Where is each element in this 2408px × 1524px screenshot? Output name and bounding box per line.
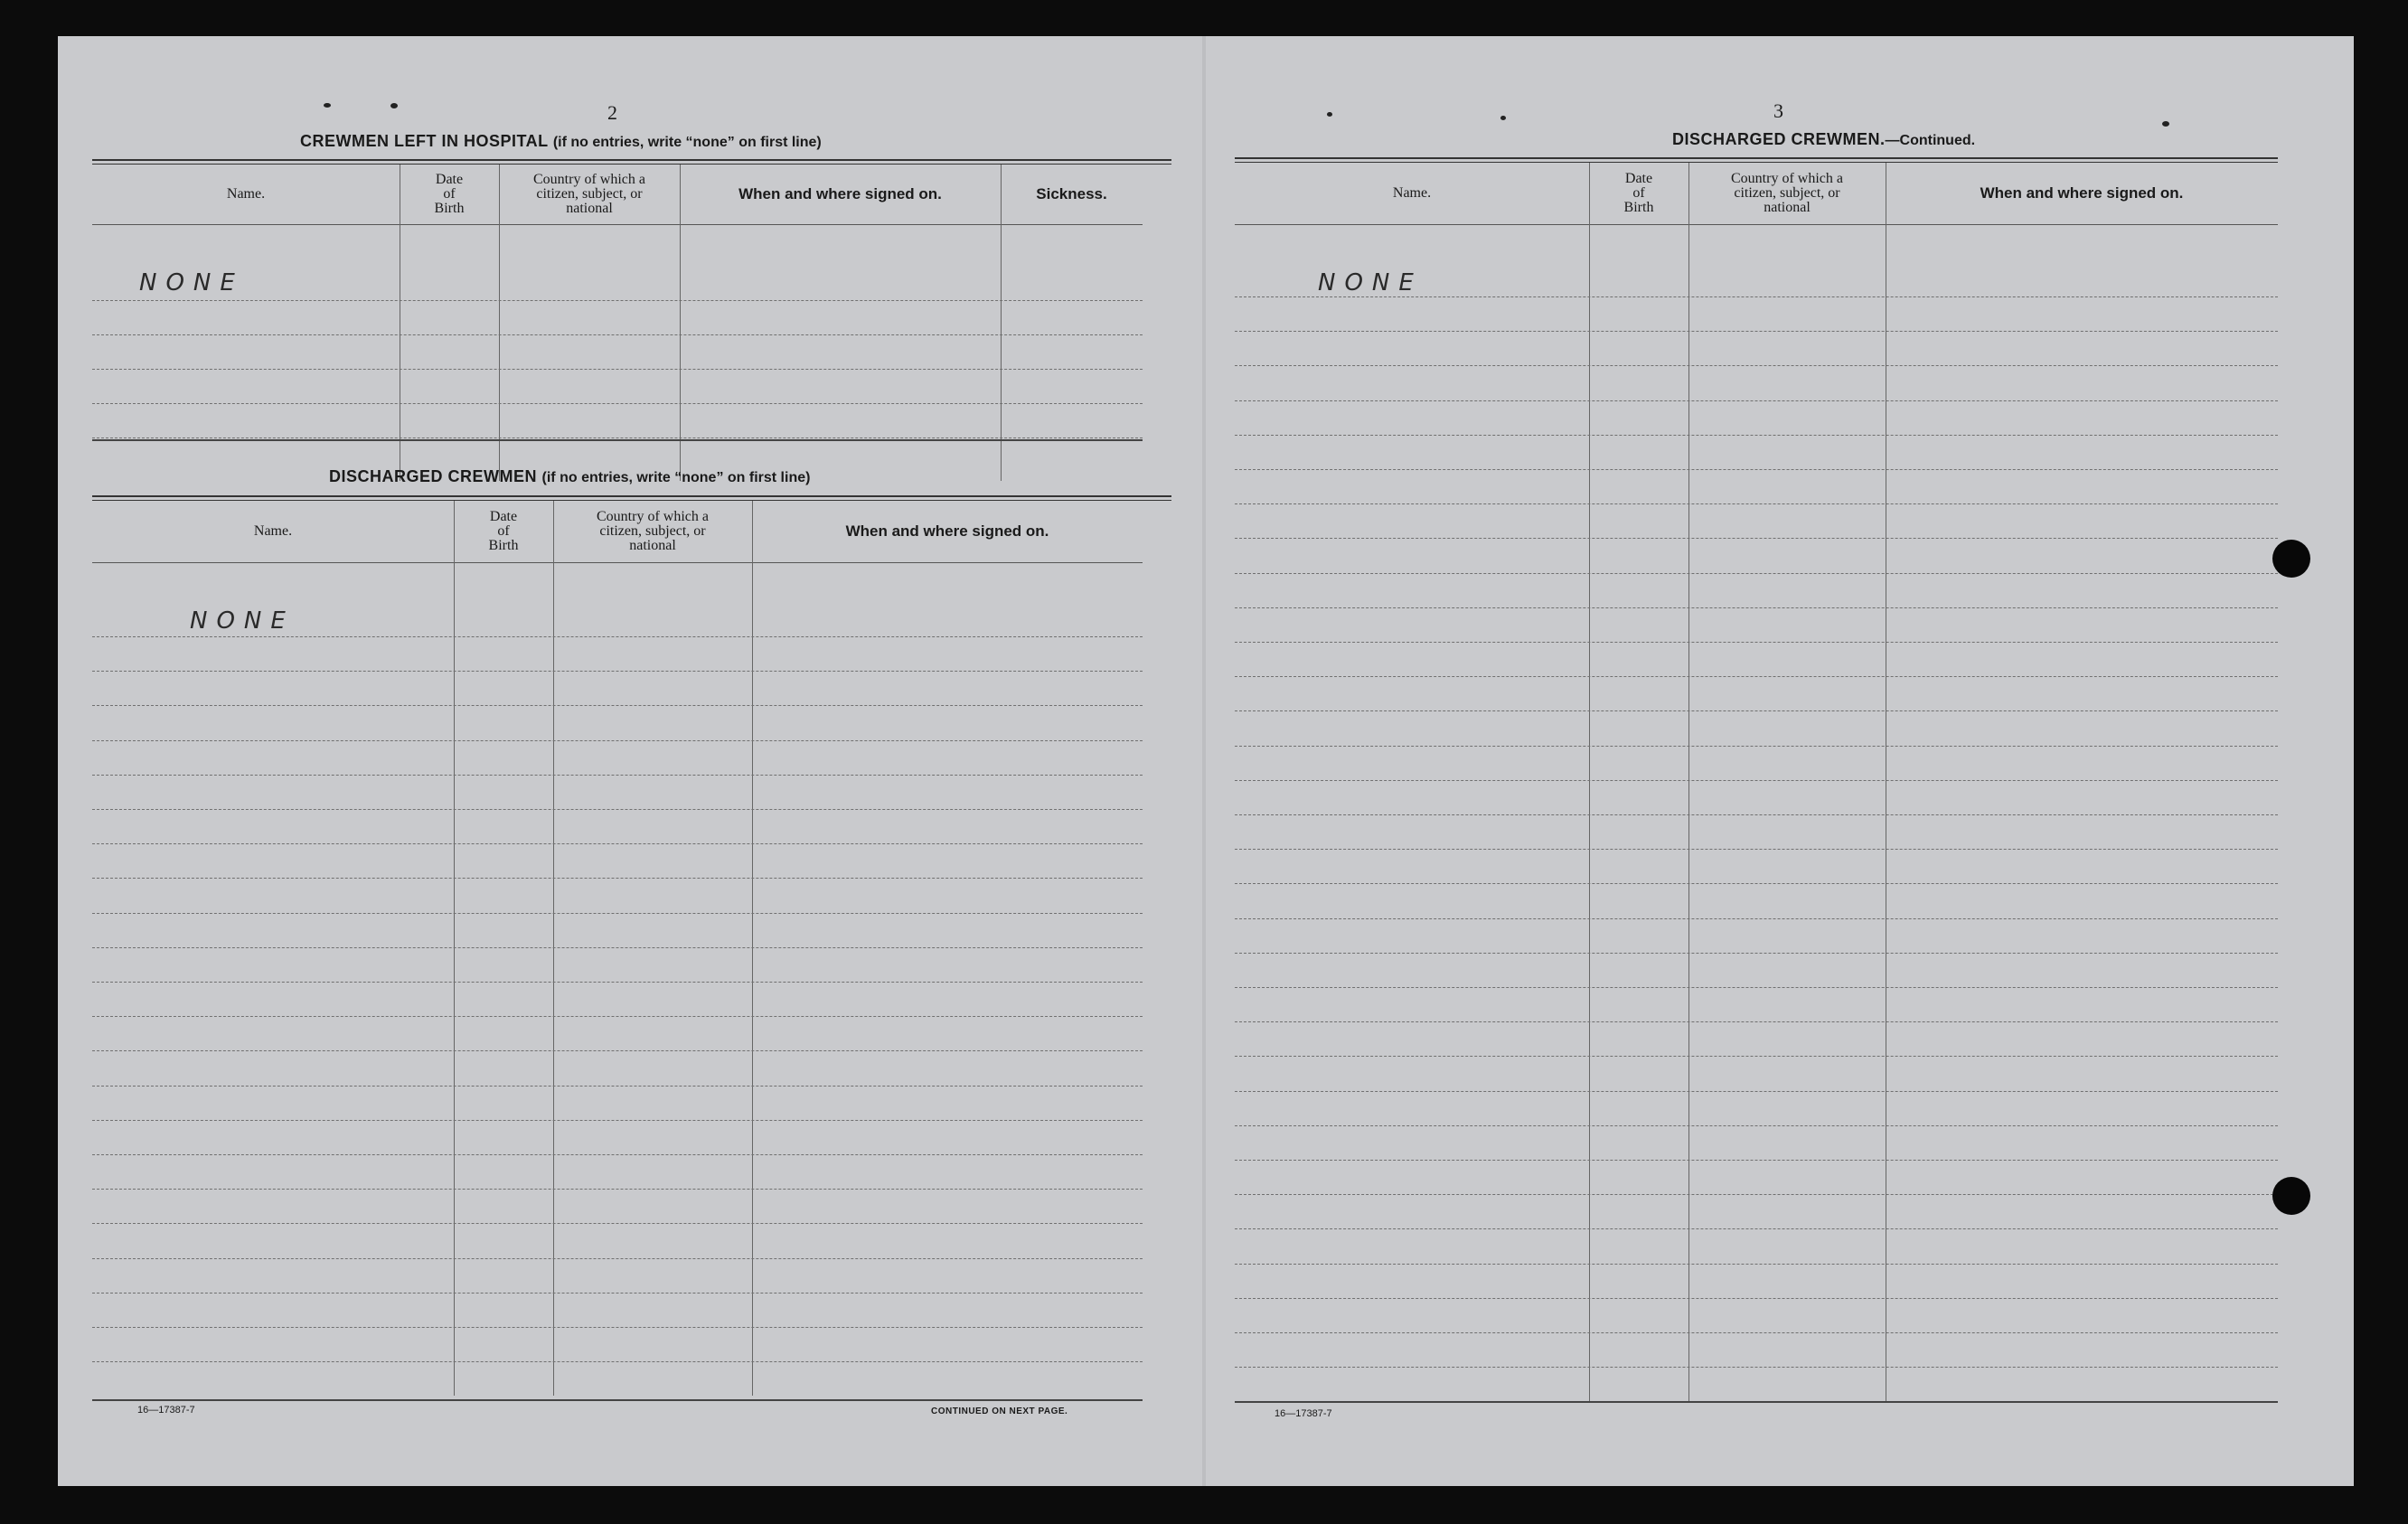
table-row <box>92 300 1143 301</box>
table-row <box>92 1189 1143 1190</box>
form-number: 16—17387-7 <box>137 1405 195 1416</box>
table-row <box>1235 1056 2278 1057</box>
form-number: 16—17387-7 <box>1275 1408 1332 1419</box>
table-row <box>1235 814 2278 815</box>
table-row <box>1235 883 2278 884</box>
table-row <box>92 1050 1143 1051</box>
table-row <box>92 1293 1143 1294</box>
handwritten-entry: NONE <box>1318 269 1423 296</box>
table-row <box>1235 1332 2278 1333</box>
discharged-table <box>92 501 1143 1396</box>
table-row <box>1235 918 2278 919</box>
table-row <box>92 947 1143 948</box>
table-row <box>1235 642 2278 643</box>
right-bottom-rule <box>1235 1401 2278 1403</box>
column-divider <box>454 501 455 1396</box>
col-header-dob: Date of Birth <box>488 509 519 553</box>
col-header-name: Name. <box>1392 185 1432 201</box>
col-header-name: Name. <box>226 186 266 202</box>
hospital-title-text: CREWMEN LEFT IN HOSPITAL <box>300 132 549 150</box>
hospital-table <box>92 165 1143 481</box>
table-row <box>92 1016 1143 1017</box>
table-row <box>1235 573 2278 574</box>
column-divider <box>752 501 753 1396</box>
page-number: 3 <box>1773 99 1783 122</box>
discharged-continued-title-text: DISCHARGED CREWMEN. <box>1672 130 1886 148</box>
discharged-continued-suffix: —Continued. <box>1885 133 1976 148</box>
table-row <box>1235 953 2278 954</box>
ink-speck <box>1327 112 1332 117</box>
right-page <box>1206 36 2354 1486</box>
table-row <box>1235 365 2278 366</box>
table-row <box>1235 1298 2278 1299</box>
hospital-title-note: (if no entries, write “none” on first line) <box>552 135 822 150</box>
table-row <box>92 878 1143 879</box>
table-row <box>92 705 1143 706</box>
table-row <box>1235 607 2278 608</box>
punch-hole <box>2272 1177 2310 1215</box>
table-row <box>1235 400 2278 401</box>
table-row <box>1235 710 2278 711</box>
table-row <box>1235 1228 2278 1229</box>
handwritten-entry: NONE <box>190 607 295 635</box>
col-header-signed-on: When and where signed on. <box>738 185 942 202</box>
table-row <box>92 843 1143 844</box>
table-row <box>1235 987 2278 988</box>
col-header-name: Name. <box>253 523 293 539</box>
ink-speck <box>1500 116 1506 120</box>
page-number: 2 <box>607 101 617 124</box>
table-row <box>92 369 1143 370</box>
col-header-country: Country of which a citizen, subject, or national <box>1731 171 1843 215</box>
handwritten-entry: NONE <box>139 269 244 296</box>
table-row <box>92 1120 1143 1121</box>
discharged-section-title <box>329 467 810 486</box>
table-row <box>92 1258 1143 1259</box>
hospital-section-title <box>300 132 822 151</box>
table-row <box>1235 1091 2278 1092</box>
table-row <box>1235 780 2278 781</box>
table-row <box>1235 1021 2278 1022</box>
left-page <box>58 36 1206 1486</box>
table-row <box>92 982 1143 983</box>
column-divider <box>1589 163 1590 1403</box>
table-row <box>92 1361 1143 1362</box>
header-divider <box>92 562 1143 563</box>
col-header-dob: Date of Birth <box>1623 171 1654 215</box>
table-row <box>1235 849 2278 850</box>
header-divider <box>92 224 1143 225</box>
col-header-dob: Date of Birth <box>434 172 465 216</box>
table-row <box>1235 1125 2278 1126</box>
discharged-title-note: (if no entries, write “none” on first line) <box>541 470 811 485</box>
table-row <box>1235 435 2278 436</box>
table-row <box>92 671 1143 672</box>
table-row <box>92 1154 1143 1155</box>
column-divider <box>499 165 500 481</box>
ink-speck <box>324 103 331 108</box>
col-header-signed-on: When and where signed on. <box>1980 184 2184 202</box>
table-row <box>1235 676 2278 677</box>
punch-hole <box>2272 540 2310 578</box>
table-row <box>1235 746 2278 747</box>
table-row <box>92 1327 1143 1328</box>
table-row <box>1235 538 2278 539</box>
discharged-continued-title <box>1672 130 1975 149</box>
ink-speck <box>2162 121 2169 127</box>
table-row <box>92 1086 1143 1087</box>
table-row <box>92 809 1143 810</box>
col-header-country: Country of which a citizen, subject, or national <box>533 172 645 216</box>
table-row <box>1235 1160 2278 1161</box>
col-header-country: Country of which a citizen, subject, or national <box>597 509 709 553</box>
column-divider <box>1688 163 1689 1403</box>
column-divider <box>553 501 554 1396</box>
table-row <box>92 636 1143 637</box>
table-row <box>92 403 1143 404</box>
continued-note: CONTINUED ON NEXT PAGE. <box>931 1406 1068 1416</box>
table-row <box>1235 296 2278 297</box>
table-row <box>92 437 1143 438</box>
table-row <box>92 334 1143 335</box>
discharged-bottom-rule <box>92 1399 1143 1401</box>
col-header-sickness: Sickness. <box>1036 185 1107 202</box>
discharged-continued-table <box>1235 163 2278 1403</box>
table-row <box>1235 469 2278 470</box>
table-row <box>92 740 1143 741</box>
table-row <box>92 913 1143 914</box>
header-divider <box>1235 224 2278 225</box>
hospital-bottom-rule <box>92 439 1143 441</box>
col-header-signed-on: When and where signed on. <box>845 522 1049 540</box>
column-divider <box>1001 165 1002 481</box>
table-row <box>1235 331 2278 332</box>
ink-speck <box>390 103 398 108</box>
table-row <box>1235 1194 2278 1195</box>
discharged-title-text: DISCHARGED CREWMEN <box>329 467 538 485</box>
table-row <box>1235 503 2278 504</box>
table-row <box>1235 1367 2278 1368</box>
table-row <box>92 1223 1143 1224</box>
table-row <box>1235 1264 2278 1265</box>
column-divider <box>680 165 681 481</box>
table-row <box>92 775 1143 776</box>
form-sheet <box>58 36 2354 1486</box>
